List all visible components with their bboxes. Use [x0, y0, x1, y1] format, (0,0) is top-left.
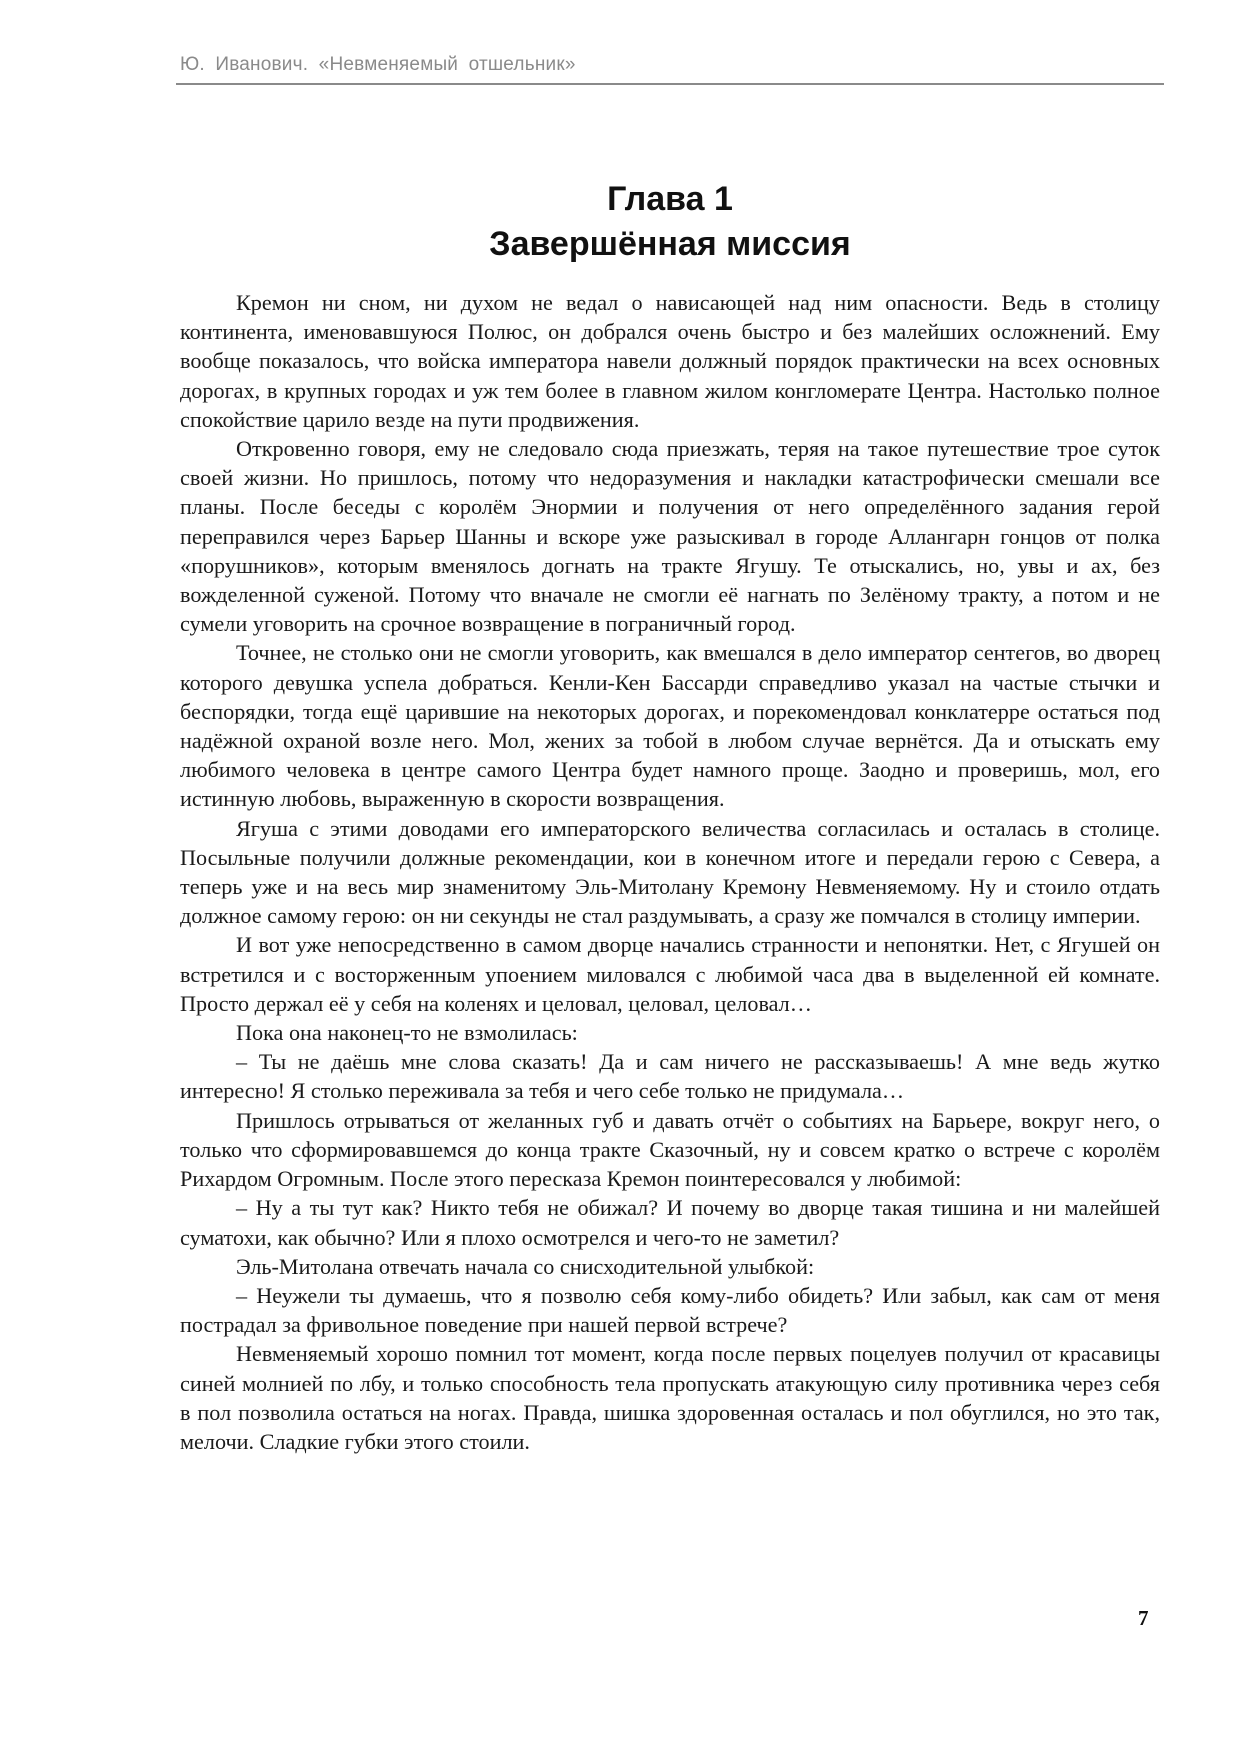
chapter-number: Глава 1	[607, 180, 733, 218]
paragraph: Эль-Митолана отвечать начала со снисходительной улыбкой:	[236, 1253, 815, 1279]
paragraph: Невменяемый хорошо помнил тот момент, когда после первых поцелуев получил от красавицы синей молнией по лбу, и только способность тела пропускать атакующую силу противника через себя в пол позволила остаться на ногах. Правда, шишка здоровенная осталась и пол обуглился, но это так, мелочи. Сладкие губки этого стоили.	[180, 1341, 1160, 1454]
paragraph: Пришлось отрываться от желанных губ и давать отчёт о событиях на Барьере, вокруг него, о только что сформировавшемся до конца тракте Сказочный, ну и совсем кратко о встрече с королём Рихардом Огромным. После этого пересказа Кремон поинтересовался у любимой:	[180, 1107, 1160, 1192]
paragraph: – Неужели ты думаешь, что я позволю себя кому-либо обидеть? Или забыл, как сам от меня пострадал за фривольное поведение при нашей первой встрече?	[180, 1282, 1160, 1338]
page-number: 7	[1138, 1606, 1149, 1630]
chapter-title: Завершённая миссия	[489, 225, 851, 263]
paragraph: – Ты не даёшь мне слова сказать! Да и сам ничего не рассказываешь! А мне ведь жутко интересно! Я столько переживала за тебя и чего себе только не придумала…	[180, 1049, 1160, 1104]
paragraph: – Ну а ты тут как? Никто тебя не обижал? И почему во дворце такая тишина и ни малейшей суматохи, как обычно? Или я плохо осмотрелся и чего-то не заметил?	[180, 1195, 1160, 1250]
paragraph: Пока она наконец-то не взмолилась:	[236, 1020, 578, 1046]
body-text	[180, 288, 1160, 1456]
paragraph: Кремон ни сном, ни духом не ведал о нависающей над ним опасности. Ведь в столицу континента, именовавшуюся Полюс, он добрался очень быстро и без малейших осложнений. Ему вообще показалось, что войска императора навели должный порядок практически на всех основных дорогах, в крупных городах и уж тем более в главном жилом конгломерате Центра. Настолько полное спокойствие царило везде на пути продвижения.	[180, 290, 1160, 432]
paragraph: Откровенно говоря, ему не следовало сюда приезжать, теряя на такое путешествие трое суток своей жизни. Но пришлось, потому что недоразумения и накладки катастрофически смешали все планы. После беседы с королём Энормии и получения от него определённого задания герой переправился через Барьер Шанны и вскоре уже разыскивал в городе Аллангарн гонцов от полка «порушников», которым вменялось догнать на тракте Ягушу. Те отыскались, но, увы и ах, без вожделенной суженой. Потому что вначале не смогли её нагнать по Зелёному тракту, а потом и не сумели уговорить на срочное возвращение в пограничный город.	[180, 436, 1160, 637]
paragraph: Ягуша с этими доводами его императорского величества согласилась и осталась в столице. Посыльные получили должные рекомендации, кои в конечном итоге и передали герою с Севера, а теперь уже и на весь мир знаменитому Эль-Митолану Кремону Невменяемому. Ну и стоило отдать должное самому герою: он ни секунды не стал раздумывать, а сразу же помчался в столицу империи.	[180, 815, 1160, 929]
header-rule	[176, 83, 1164, 85]
paragraph: И вот уже непосредственно в самом дворце начались странности и непонятки. Нет, с Ягушей он встретился и с восторженным упоением миловался с любимой часа два в выделенной ей комнате. Просто держал её у себя на коленях и целовал, целовал, целовал…	[180, 932, 1160, 1016]
running-header: Ю. Иванович. «Невменяемый отшельник»	[180, 54, 576, 75]
paragraph: Точнее, не столько они не смогли уговорить, как вмешался в дело император сентегов, во дворец которого девушка успела добраться. Кенли-Кен Бассарди справедливо указал на частые стычки и беспорядки, тогда ещё царившие на некоторых дорогах, и порекомендовал конклатерре остаться под надёжной охраной возле него. Мол, жених за тобой в любом случае вернётся. Да и отыскать ему любимого человека в центре самого Центра будет намного проще. Заодно и проверишь, мол, его истинную любовь, выраженную в скорости возвращения.	[180, 640, 1160, 812]
